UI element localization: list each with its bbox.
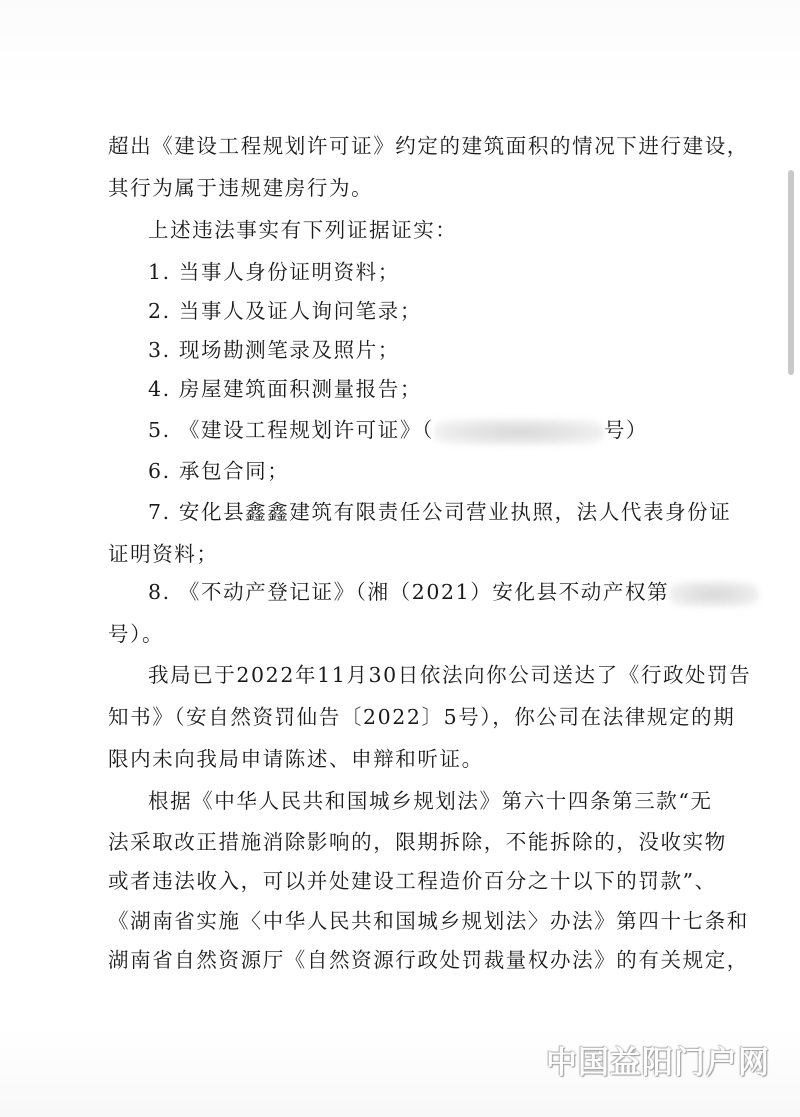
paragraph-line: 超出《建设工程规划许可证》约定的建筑面积的情况下进行建设，: [108, 134, 749, 158]
evidence-item: 证明资料；: [108, 542, 219, 566]
site-watermark: 中国益阳门户网: [546, 1045, 770, 1081]
evidence-item-text: 8. 《不动产登记证》（湘（2021）安化县不动产权第: [148, 580, 670, 604]
paragraph-line: 湖南省自然资源厅《自然资源行政处罚裁量权办法》的有关规定，: [108, 948, 749, 972]
evidence-item: [148, 577, 759, 607]
evidence-item-text: 号）: [603, 418, 649, 442]
paragraph-line: 或者违法收入，可以并处建设工程造价百分之十以下的罚款”、: [108, 869, 717, 893]
paragraph-line: 法采取改正措施消除影响的，限期拆除，不能拆除的，没收实物: [108, 830, 727, 854]
evidence-item: 3. 现场勘测笔录及照片；: [148, 338, 400, 362]
evidence-item: 1. 当事人身份证明资料；: [148, 260, 400, 284]
redacted-property-number: [669, 581, 759, 607]
scrollbar-thumb[interactable]: [788, 170, 794, 375]
paragraph-line: 知书》（安自然资罚仙告〔2022〕5号），你公司在法律规定的期: [108, 705, 736, 729]
evidence-item: 4. 房屋建筑面积测量报告；: [148, 377, 422, 401]
evidence-item: 号）。: [108, 622, 165, 646]
paragraph-line: 上述违法事实有下列证据证实：: [148, 218, 458, 242]
paragraph-line: 限内未向我局申请陈述、申辩和听证。: [108, 747, 484, 771]
evidence-item: 6. 承包合同；: [148, 459, 290, 483]
paragraph-line: 我局已于2022年11月30日依法向你公司送达了《行政处罚告: [148, 663, 752, 687]
paragraph-line: 根据《中华人民共和国城乡规划法》第六十四条第三款“无: [148, 789, 713, 813]
redacted-permit-number: [434, 419, 604, 445]
evidence-item: [148, 415, 648, 445]
evidence-item: 2. 当事人及证人询问笔录；: [148, 299, 422, 323]
evidence-item: 7. 安化县鑫鑫建筑有限责任公司营业执照，法人代表身份证: [148, 500, 732, 524]
paragraph-line: 其行为属于违规建房行为。: [108, 176, 374, 200]
paragraph-line: 《湖南省实施〈中华人民共和国城乡规划法〉办法》第四十七条和: [108, 909, 749, 933]
evidence-item-text: 5. 《建设工程规划许可证》（: [148, 418, 434, 442]
